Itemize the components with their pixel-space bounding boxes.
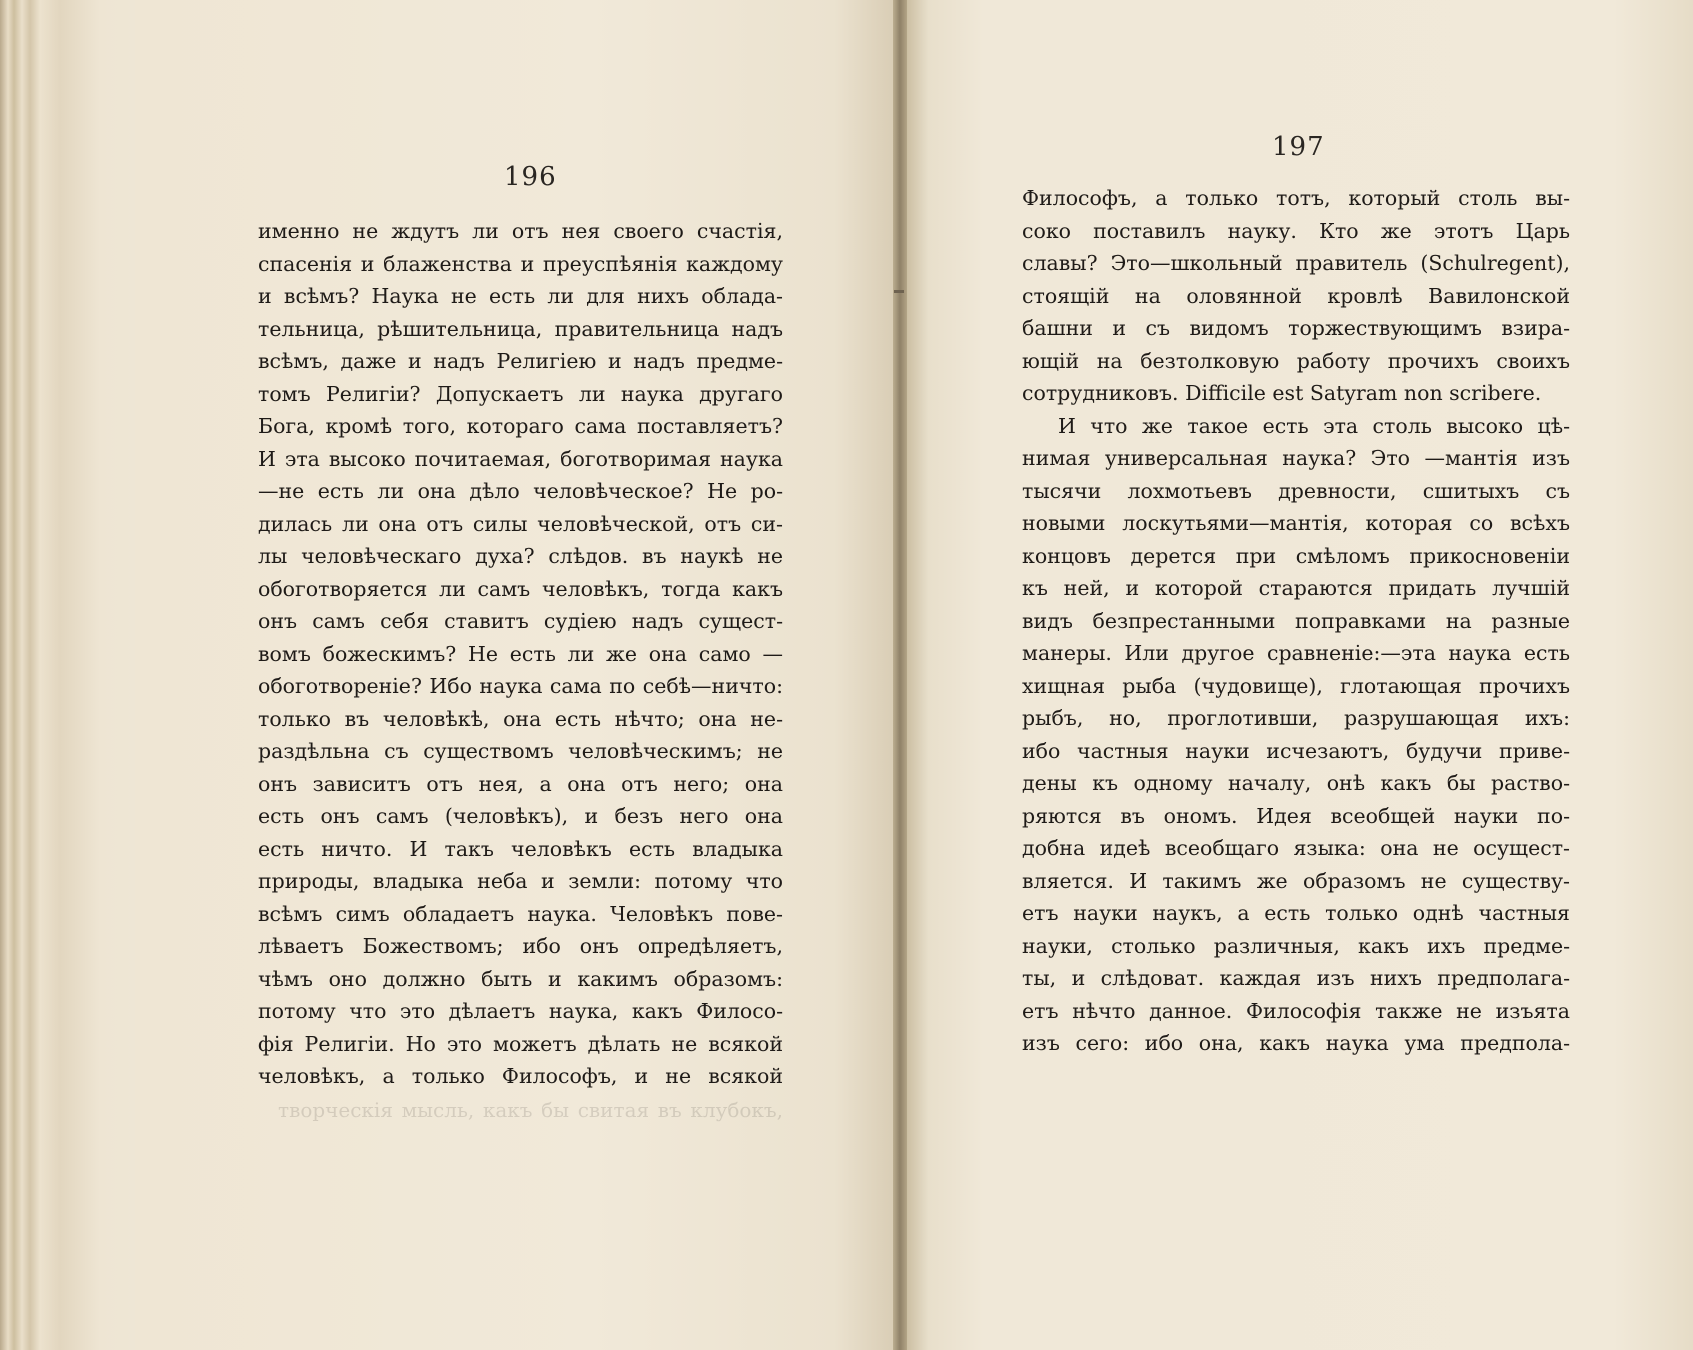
text-line: видъ безпрестанными поправками на разные — [1022, 608, 1570, 633]
left-page-text — [258, 215, 783, 1093]
text-line: дилась ли она отъ силы человѣческой, отъ си- — [258, 511, 783, 536]
text-line: тельница, рѣшительница, правительница надъ — [258, 316, 783, 341]
text-line: дены къ одному началу, онѣ какъ бы раство- — [1022, 771, 1570, 795]
book-gutter — [893, 0, 907, 1350]
text-line: обоготвореніе? Ибо наука сама по себѣ—ничто: — [258, 674, 783, 698]
text-line: хищная рыба (чудовище), глотающая прочихъ — [1022, 673, 1570, 698]
text-line: стоящій на оловянной кровлѣ Вавилонской — [1022, 283, 1570, 308]
text-line: всѣмъ, даже и надъ Религіею и надъ предме- — [258, 349, 783, 373]
text-line: Бога, кромѣ того, котораго сама поставляетъ? — [258, 414, 783, 438]
text-line: фія Религіи. Но это можетъ дѣлать не всякой — [258, 1031, 783, 1056]
text-line: новыми лоскутьями—мантія, которая со всѣхъ — [1022, 511, 1570, 535]
text-line: именно не ждутъ ли отъ нея своего счастія, — [258, 219, 783, 243]
text-line: етъ науки наукъ, а есть только однѣ частныя — [1022, 901, 1570, 925]
text-line: обоготворяется ли самъ человѣкъ, тогда какъ — [258, 576, 783, 601]
text-line: чѣмъ оно должно быть и какимъ образомъ: — [258, 966, 783, 991]
text-line: етъ нѣчто данное. Философія также не изъята — [1022, 998, 1570, 1023]
text-line: ющій на безтолковую работу прочихъ своихъ — [1022, 348, 1570, 373]
bleed-through-text: творческія мысль, какъ бы свитая въ клубокъ, — [278, 1098, 783, 1122]
text-line: вляется. И такимъ же образомъ не существу- — [1022, 868, 1570, 893]
text-line: И эта высоко почитаемая, боготворимая наука — [258, 446, 783, 471]
text-line: лы человѣческаго духа? слѣдов. въ наукѣ не — [258, 544, 783, 568]
text-line: башни и съ видомъ торжествующимъ взира- — [1022, 316, 1570, 340]
text-line: всѣмъ симъ обладаетъ наука. Человѣкъ пове- — [258, 901, 783, 926]
text-line: рыбъ, но, проглотивши, разрушающая ихъ: — [1022, 706, 1570, 730]
text-line: добна идеѣ всеобщаго языка: она не осущест- — [1022, 836, 1570, 860]
right-page-text — [1022, 182, 1570, 1060]
text-line: ты, и слѣдоват. каждая изъ нихъ предполага- — [1022, 966, 1570, 990]
text-line: томъ Религіи? Допускаетъ ли наука другаго — [258, 381, 783, 406]
text-line: къ ней, и которой стараются придать лучшій — [1022, 576, 1570, 600]
text-line: соко поставилъ науку. Кто же этотъ Царь — [1022, 218, 1570, 243]
text-line: онъ зависитъ отъ нея, а она отъ него; она — [258, 771, 783, 796]
text-line: ряются въ ономъ. Идея всеобщей науки по- — [1022, 803, 1570, 828]
text-line: потому что это дѣлаетъ наука, какъ Филосо- — [258, 999, 783, 1023]
text-line: славы? Это—школьный правитель (Schulregent), — [1022, 251, 1570, 275]
page-edges — [0, 0, 135, 1350]
text-line: человѣкъ, а только Философъ, и не всякой — [258, 1064, 783, 1088]
text-line: Философъ, а только тотъ, который столь вы- — [1022, 186, 1570, 210]
text-line: и всѣмъ? Наука не есть ли для нихъ облада- — [258, 284, 783, 308]
paragraph-2 — [1022, 410, 1570, 1060]
text-line: вомъ божескимъ? Не есть ли же она само — — [258, 641, 783, 666]
text-line: концовъ дерется при смѣломъ прикосновеніи — [1022, 543, 1570, 568]
text-line: изъ сего: ибо она, какъ наука ума предпола- — [1022, 1031, 1570, 1055]
text-line: есть онъ самъ (человѣкъ), и безъ него она — [258, 804, 783, 828]
text-line: есть ничто. И такъ человѣкъ есть владыка — [258, 836, 783, 861]
text-line: манеры. Или другое сравненіе:—эта наука есть — [1022, 641, 1570, 665]
text-line: сотрудниковъ. Difficile est Satyram non scribere. — [1022, 381, 1542, 405]
text-line: только въ человѣкѣ, она есть нѣчто; она не- — [258, 706, 783, 731]
text-line: —не есть ли она дѣло человѣческое? Не ро- — [258, 479, 783, 503]
text-line: науки, столько различныя, какъ ихъ предме- — [1022, 933, 1570, 958]
gutter-mark — [894, 290, 904, 293]
text-line: онъ самъ себя ставитъ судіею надъ сущест- — [258, 609, 783, 633]
text-line: нимая универсальная наука? Это —мантія изъ — [1022, 446, 1570, 470]
text-line: природы, владыка неба и земли: потому что — [258, 869, 783, 893]
text-line: спасенія и блаженства и преуспѣянія каждому — [258, 251, 783, 276]
paragraph-1 — [1022, 182, 1570, 410]
text-line: тысячи лохмотьевъ древности, сшитыхъ съ — [1022, 478, 1570, 503]
right-page-number: 197 — [1272, 132, 1325, 162]
text-line: раздѣльна съ существомъ человѣческимъ; не — [258, 739, 783, 763]
text-line: И что же такое есть эта столь высоко цѣ- — [1058, 413, 1570, 438]
text-line: ибо частныя науки исчезаютъ, будучи приве- — [1022, 738, 1570, 763]
text-line: лѣваетъ Божествомъ; ибо онъ опредѣляетъ, — [258, 934, 783, 958]
left-page-number: 196 — [504, 162, 557, 192]
